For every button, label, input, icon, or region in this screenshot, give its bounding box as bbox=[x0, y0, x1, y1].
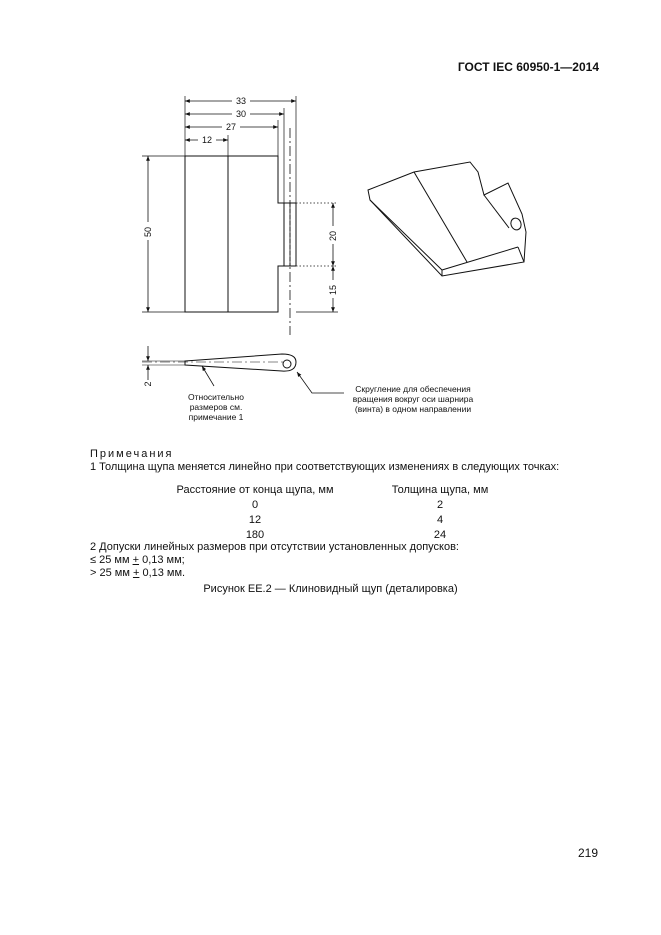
table-cell: 12 bbox=[248, 514, 262, 526]
page-number: 219 bbox=[578, 846, 599, 860]
dim-30: 30 bbox=[235, 109, 247, 119]
table-header-thickness: Толщина щупа, мм bbox=[391, 484, 489, 496]
notes-title: Примечания bbox=[90, 448, 174, 460]
note-2: 2 Допуски линейных размеров при отсутствии установленных допусков: ≤ 25 мм + 0,13 мм; > 25 мм + 0,13 мм. bbox=[90, 541, 459, 579]
table-cell: 0 bbox=[251, 499, 259, 511]
document-header: ГОСТ IEC 60950-1—2014 bbox=[457, 60, 599, 74]
table-cell: 2 bbox=[436, 499, 444, 511]
table-cell: 24 bbox=[433, 529, 447, 541]
dim-20: 20 bbox=[328, 230, 338, 242]
callout-hinge-rounding: Скругление для обеспечения вращения вокруг оси шарнира (винта) в одном направлении bbox=[352, 384, 474, 414]
dim-12: 12 bbox=[201, 135, 213, 145]
isometric-view bbox=[368, 162, 526, 276]
thickness-table-col2 bbox=[372, 483, 508, 543]
table-cell: 180 bbox=[245, 529, 265, 541]
dim-33: 33 bbox=[235, 96, 247, 106]
dim-27: 27 bbox=[225, 122, 237, 132]
thickness-table-col1 bbox=[165, 483, 345, 543]
table-cell: 4 bbox=[436, 514, 444, 526]
probe-drawing bbox=[0, 0, 661, 440]
tolerance-line-1: ≤ 25 мм + 0,13 мм; bbox=[90, 554, 185, 566]
dim-50: 50 bbox=[143, 226, 153, 238]
callout-thickness-note: Относительно размеров см. примечание 1 bbox=[188, 392, 244, 422]
front-view bbox=[185, 156, 296, 312]
dim-15: 15 bbox=[328, 284, 338, 296]
tolerance-line-2: > 25 мм + 0,13 мм. bbox=[90, 567, 186, 579]
side-view bbox=[142, 354, 296, 371]
dim-2: 2 bbox=[143, 381, 153, 387]
figure-caption: Рисунок ЕЕ.2 — Клиновидный щуп (деталировка) bbox=[203, 583, 458, 595]
note-1: 1 Толщина щупа меняется линейно при соответствующих изменениях в следующих точках: bbox=[90, 461, 560, 473]
table-header-distance: Расстояние от конца щупа, мм bbox=[176, 484, 334, 496]
